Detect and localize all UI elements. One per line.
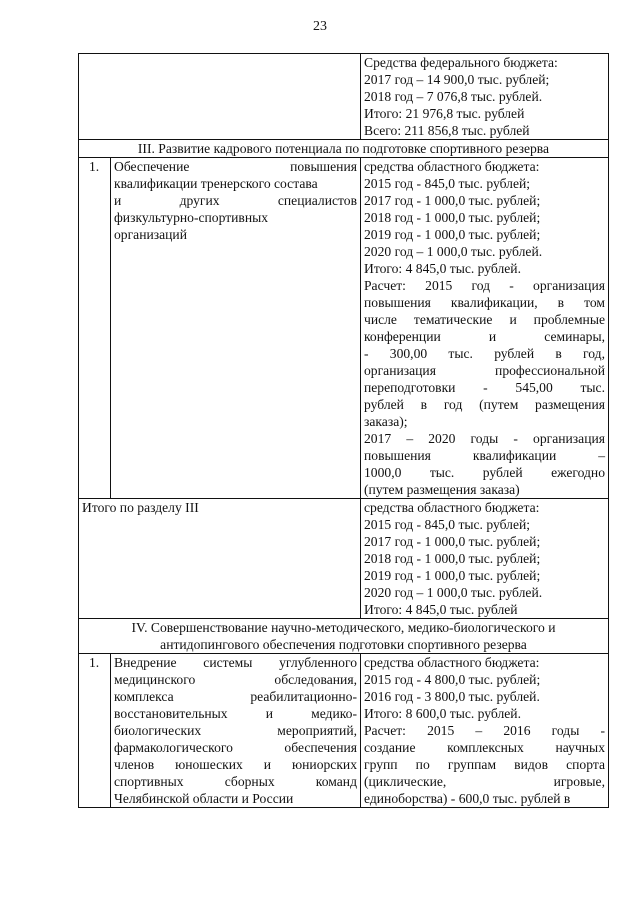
item-name-cell (111, 654, 361, 808)
item-name-line: и других специалистов (114, 193, 357, 208)
table-row-section-3-item-1 (79, 158, 609, 499)
page-number: 23 (313, 19, 327, 34)
item-name-line: организаций (114, 227, 187, 242)
item-name-line: физкультурно-спортивных (114, 210, 269, 225)
item-name-line: членов юношеских и юниорских (114, 757, 357, 772)
funding-line: Итого: 8 600,0 тыс. рублей. (364, 706, 521, 721)
table-row-section-4-item-1 (79, 654, 609, 808)
item-name-line: медицинского обследования, (114, 672, 357, 687)
item-number: 1. (79, 654, 111, 808)
funding-line: 2017 – 2020 годы - организация (364, 431, 605, 446)
funding-line: Итого: 4 845,0 тыс. рублей. (364, 261, 521, 276)
funding-line: повышения квалификации – (364, 448, 605, 463)
funding-line: средства областного бюджета: (364, 159, 540, 174)
funding-cell (361, 54, 609, 140)
funding-line: 2017 год - 1 000,0 тыс. рублей; (364, 193, 541, 208)
section-total-label (79, 499, 361, 619)
funding-line: создание комплексных научных (364, 740, 605, 755)
funding-line: 2018 год – 7 076,8 тыс. рублей. (364, 89, 543, 104)
section-4-heading-row (79, 619, 609, 654)
funding-line: средства областного бюджета: (364, 500, 540, 515)
item-name-line: биологических мероприятий, (114, 723, 357, 738)
item-name-line: Обеспечение повышения (114, 159, 357, 174)
funding-line: 2015 год - 845,0 тыс. рублей; (364, 517, 531, 532)
funding-line: конференции и семинары, (364, 329, 605, 344)
item-number: 1. (79, 158, 111, 499)
funding-line: 2020 год – 1 000,0 тыс. рублей. (364, 244, 543, 259)
funding-line: 2016 год - 3 800,0 тыс. рублей. (364, 689, 540, 704)
funding-line: 2015 год - 845,0 тыс. рублей; (364, 176, 531, 191)
funding-line: 2018 год - 1 000,0 тыс. рублей; (364, 551, 541, 566)
funding-cell (361, 158, 609, 499)
funding-line: Расчет: 2015 – 2016 годы - (364, 723, 605, 738)
funding-line: Расчет: 2015 год - организация (364, 278, 605, 293)
funding-line: групп по группам видов спорта (364, 757, 605, 772)
funding-line: организация профессиональной (364, 363, 605, 378)
funding-line: 2019 год - 1 000,0 тыс. рублей; (364, 227, 541, 242)
funding-line: 2020 год – 1 000,0 тыс. рублей. (364, 585, 543, 600)
item-name-line: комплекса реабилитационно- (114, 689, 357, 704)
funding-line: заказа); (364, 414, 408, 429)
section-4-title (79, 619, 609, 654)
item-name-line: восстановительных и медико- (114, 706, 357, 721)
funding-line: - 300,00 тыс. рублей в год, (364, 346, 605, 361)
empty-cell (79, 54, 361, 140)
funding-line: (путем размещения заказа) (364, 482, 520, 497)
funding-line: средства областного бюджета: (364, 655, 540, 670)
funding-line: 2018 год - 1 000,0 тыс. рублей; (364, 210, 541, 225)
funding-line: 1000,0 тыс. рублей ежегодно (364, 465, 605, 480)
funding-line: Итого: 21 976,8 тыс. рублей (364, 106, 525, 121)
section-title-text: IV. Совершенствование научно-методического, медико-биологического и (131, 620, 556, 635)
funding-line: числе тематические и проблемные (364, 312, 605, 327)
funding-line: Итого: 4 845,0 тыс. рублей (364, 602, 518, 617)
item-name-line: фармакологического обеспечения (114, 740, 357, 755)
program-table (78, 53, 609, 808)
funding-line: переподготовки - 545,00 тыс. (364, 380, 605, 395)
item-name-cell (111, 158, 361, 499)
funding-line: Средства федерального бюджета: (364, 55, 558, 70)
funding-line: 2017 год - 1 000,0 тыс. рублей; (364, 534, 541, 549)
section-3-heading-row (79, 140, 609, 158)
funding-line: рублей в год (путем размещения (364, 397, 605, 412)
funding-line: 2015 год - 4 800,0 тыс. рублей; (364, 672, 541, 687)
funding-line: Всего: 211 856,8 тыс. рублей (364, 123, 530, 138)
section-title-text: III. Развитие кадрового потенциала по подготовке спортивного резерва (137, 141, 550, 156)
section-3-title (79, 140, 609, 158)
funding-cell (361, 654, 609, 808)
funding-line: (циклические, игровые, (364, 774, 605, 789)
funding-line: 2019 год - 1 000,0 тыс. рублей; (364, 568, 541, 583)
item-name-line: Внедрение системы углубленного (114, 655, 357, 670)
funding-line: 2017 год – 14 900,0 тыс. рублей; (364, 72, 550, 87)
section-total-text: Итого по разделу III (82, 500, 199, 515)
item-name-line: квалификации тренерского состава (114, 176, 318, 191)
item-name-line: спортивных сборных команд (114, 774, 357, 789)
funding-cell (361, 499, 609, 619)
item-name-line: Челябинской области и России (114, 791, 294, 806)
funding-line: единоборства) - 600,0 тыс. рублей в (364, 791, 571, 806)
section-title-text: антидопингового обеспечения подготовки спортивного резерва (160, 637, 527, 652)
table-row-section-3-total (79, 499, 609, 619)
table-row-federal-funds (79, 54, 609, 140)
funding-line: повышения квалификации, в том (364, 295, 605, 310)
